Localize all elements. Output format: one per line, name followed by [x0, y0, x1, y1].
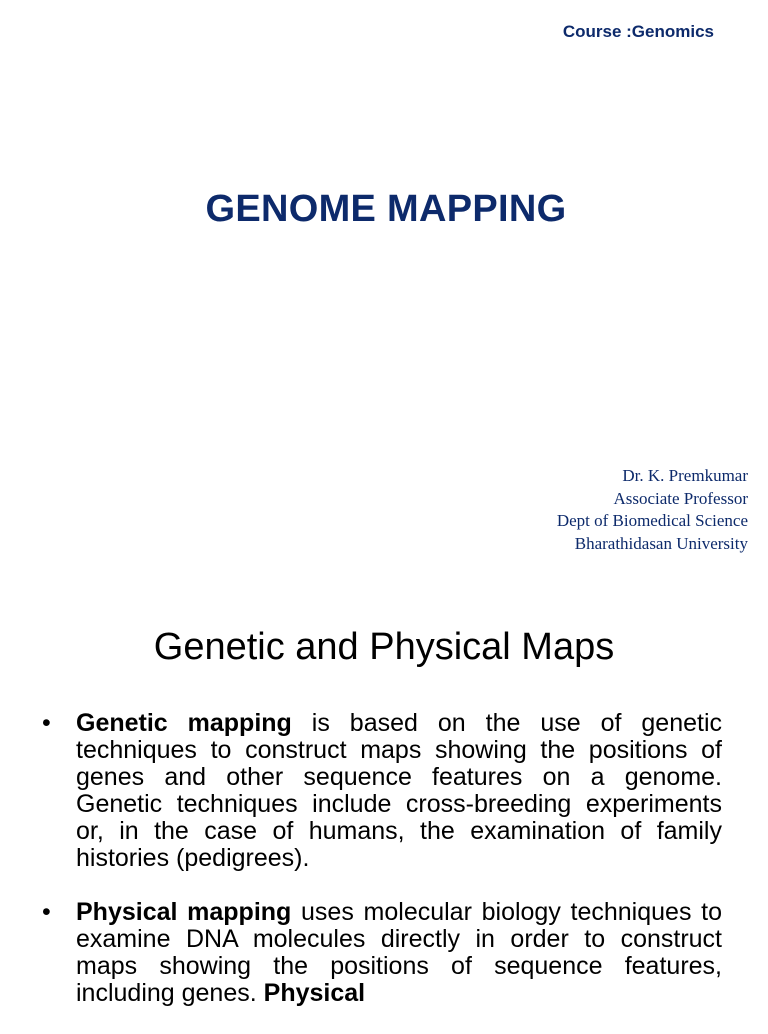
course-label: Course :Genomics	[562, 22, 714, 41]
author-position: Associate Professor	[613, 488, 748, 508]
bullet-genetic-mapping	[40, 710, 722, 872]
author-name: Dr. K. Premkumar	[622, 466, 748, 485]
bullet-text: is based on the use of genetic techniques to construct maps showing the positions of genes and other sequence features on a genome. Genetic techniques include cross-breeding experiments or, in the case of humans, the examination of family histories (pedigrees).	[76, 709, 723, 872]
bullet-list	[40, 710, 722, 1034]
bullet-term-continued: Physical	[263, 979, 366, 1007]
bullet-dot: •	[42, 709, 51, 737]
slide-title: GENOME MAPPING	[205, 188, 567, 230]
bullet-term: Physical mapping	[76, 898, 292, 926]
bullet-text: uses molecular biology techniques to examine DNA molecules directly in order to construct maps showing the positions of sequence features, including genes.	[76, 898, 722, 1007]
author-department: Dept of Biomedical Science	[556, 511, 748, 530]
content-slide	[0, 576, 768, 1024]
bullet-term: Genetic mapping	[76, 709, 292, 737]
author-university: Bharathidasan University	[574, 533, 748, 553]
content-slide-title: Genetic and Physical Maps	[153, 626, 615, 668]
bullet-physical-mapping	[40, 899, 722, 1007]
author-block	[557, 465, 748, 555]
bullet-dot: •	[42, 898, 51, 926]
